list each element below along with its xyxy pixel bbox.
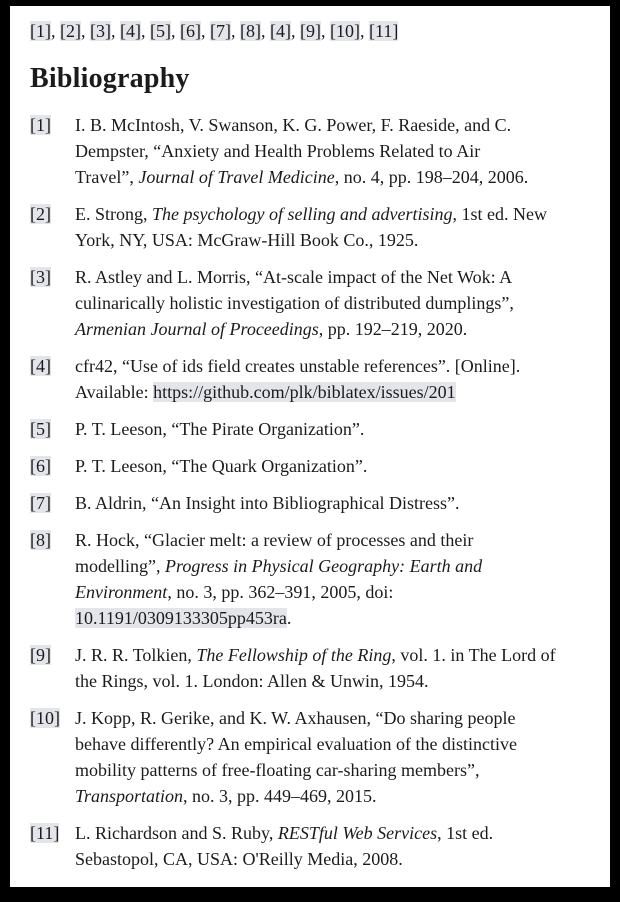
reference-line [75, 138, 594, 164]
text-segment: . [286, 608, 292, 628]
reference-label-link[interactable]: [9] [30, 645, 51, 665]
reference-label[interactable] [30, 353, 75, 405]
text-segment: behave differently? An empirical evaluation of the distinctive [75, 734, 518, 754]
reference-line [75, 527, 594, 553]
reference-label-link[interactable]: [2] [30, 204, 51, 224]
reference-entry [30, 416, 594, 442]
text-segment: mobility patterns of free-floating car-sharing members”, [75, 760, 480, 780]
reference-line [75, 264, 594, 290]
reference-line [75, 705, 594, 731]
text-segment: J. R. R. Tolkien, [75, 645, 197, 665]
reference-text [75, 527, 594, 631]
bibliography-heading: Bibliography [30, 63, 190, 94]
text-segment: , vol. 1. in The Lord of [391, 645, 556, 665]
citation-line: [1], [2], [3], [4], [5], [6], [7], [8], [4], [9], [10], [11] [30, 21, 399, 41]
text-segment: B. Aldrin, “An Insight into Bibliographical Distress”. [75, 493, 460, 513]
citation-link[interactable]: [7] [210, 21, 231, 41]
reference-label[interactable] [30, 201, 75, 253]
text-segment: RESTful Web Services [277, 823, 438, 843]
text-segment: Environment [75, 582, 168, 602]
reference-label-link[interactable]: [5] [30, 419, 51, 439]
reference-line [75, 316, 594, 342]
reference-label-link[interactable]: [7] [30, 493, 51, 513]
reference-line [75, 490, 594, 516]
reference-line [75, 379, 594, 405]
reference-entry [30, 453, 594, 479]
reference-text [75, 453, 594, 479]
text-segment: I. B. McIntosh, V. Swanson, K. G. Power, F. Raeside, and C. [75, 115, 512, 135]
reference-text [75, 264, 594, 342]
citation-link[interactable]: [4] [270, 21, 291, 41]
text-segment: , pp. 192–219, 2020. [318, 319, 468, 339]
reference-line [75, 201, 594, 227]
text-segment: Armenian Journal of Proceedings [75, 319, 319, 339]
citation-link[interactable]: [9] [300, 21, 321, 41]
reference-label[interactable] [30, 705, 75, 809]
reference-line [75, 731, 594, 757]
link-text[interactable]: https://github.com/plk/biblatex/issues/201 [153, 382, 456, 402]
reference-line [75, 757, 594, 783]
text-segment: , no. 3, pp. 449–469, 2015. [183, 786, 377, 806]
reference-line [75, 820, 594, 846]
reference-label[interactable] [30, 453, 75, 479]
text-segment: L. Richardson and S. Ruby, [75, 823, 278, 843]
reference-line [75, 668, 594, 694]
link-text[interactable]: 10.1191/0309133305pp453ra [75, 608, 287, 628]
citation-link[interactable]: [1] [30, 21, 51, 41]
text-segment: , no. 3, pp. 362–391, 2005, doi: [167, 582, 394, 602]
reference-label[interactable] [30, 820, 75, 872]
reference-label[interactable] [30, 527, 75, 631]
reference-entry [30, 490, 594, 516]
citation-link[interactable]: [11] [369, 21, 399, 41]
reference-line [75, 290, 594, 316]
text-segment: Sebastopol, CA, USA: O'Reilly Media, 2008. [75, 849, 403, 869]
reference-entry [30, 201, 594, 253]
citation-link[interactable]: [10] [330, 21, 360, 41]
reference-label[interactable] [30, 112, 75, 190]
text-segment: The psychology of selling and advertising [152, 204, 453, 224]
reference-entry [30, 264, 594, 342]
reference-label[interactable] [30, 642, 75, 694]
citation-link[interactable]: [3] [90, 21, 111, 41]
text-segment: Progress in Physical Geography: Earth and [164, 556, 483, 576]
text-segment: The Fellowship of the Ring [196, 645, 392, 665]
text-segment: Travel”, [75, 167, 139, 187]
reference-line [75, 846, 594, 872]
reference-text [75, 353, 594, 405]
reference-text [75, 112, 594, 190]
reference-text [75, 490, 594, 516]
reference-line [75, 605, 594, 631]
text-segment: cfr42, “Use of ids field creates unstable references”. [Online]. [75, 356, 521, 376]
reference-entry [30, 527, 594, 631]
reference-text [75, 705, 594, 809]
text-segment: Available: [75, 382, 154, 402]
text-segment: P. T. Leeson, “The Quark Organization”. [75, 456, 368, 476]
reference-text [75, 642, 594, 694]
reference-line [75, 453, 594, 479]
reference-text [75, 201, 594, 253]
reference-entry [30, 112, 594, 190]
text-segment: , 1st ed. New [452, 204, 547, 224]
reference-label[interactable] [30, 416, 75, 442]
text-segment: J. Kopp, R. Gerike, and K. W. Axhausen, “Do sharing people [75, 708, 516, 728]
reference-line [75, 164, 594, 190]
reference-line [75, 112, 594, 138]
text-segment: York, NY, USA: McGraw-Hill Book Co., 1925. [75, 230, 419, 250]
text-segment: , 1st ed. [437, 823, 494, 843]
reference-entry [30, 353, 594, 405]
text-segment: the Rings, vol. 1. London: Allen & Unwin, 1954. [75, 671, 429, 691]
reference-label[interactable] [30, 264, 75, 342]
reference-label-link[interactable]: [11] [30, 823, 60, 843]
reference-entry [30, 642, 594, 694]
reference-text [75, 416, 594, 442]
citation-link[interactable]: [8] [240, 21, 261, 41]
text-segment: P. T. Leeson, “The Pirate Organization”. [75, 419, 365, 439]
reference-entry [30, 820, 594, 872]
text-segment: Journal of Travel Medicine [138, 167, 335, 187]
reference-label-link[interactable]: [1] [30, 115, 51, 135]
reference-entry [30, 705, 594, 809]
reference-line [75, 642, 594, 668]
reference-label-link[interactable]: [6] [30, 456, 51, 476]
reference-text [75, 820, 594, 872]
text-segment: R. Hock, “Glacier melt: a review of processes and their [75, 530, 474, 550]
reference-line [75, 783, 594, 809]
text-segment: E. Strong, [75, 204, 153, 224]
reference-line [75, 416, 594, 442]
reference-line [75, 353, 594, 379]
reference-list [30, 112, 594, 872]
reference-label-link[interactable]: [3] [30, 267, 51, 287]
text-segment: Transportation [75, 786, 184, 806]
text-segment: R. Astley and L. Morris, “At-scale impact of the Net Wok: A [75, 267, 513, 287]
reference-line [75, 579, 594, 605]
citation-link[interactable]: [2] [60, 21, 81, 41]
text-segment: , no. 4, pp. 198–204, 2006. [334, 167, 529, 187]
citation-link[interactable]: [4] [120, 21, 141, 41]
citation-link[interactable]: [5] [150, 21, 171, 41]
reference-label-link[interactable]: [10] [30, 708, 60, 728]
reference-line [75, 227, 594, 253]
text-segment: culinarically holistic investigation of distributed dumplings”, [75, 293, 514, 313]
document-page [10, 6, 610, 887]
reference-line [75, 553, 594, 579]
reference-label[interactable] [30, 490, 75, 516]
citation-link[interactable]: [6] [180, 21, 201, 41]
text-segment: modelling”, [75, 556, 165, 576]
reference-label-link[interactable]: [8] [30, 530, 51, 550]
text-segment: Dempster, “Anxiety and Health Problems Related to Air [75, 141, 481, 161]
reference-label-link[interactable]: [4] [30, 356, 51, 376]
